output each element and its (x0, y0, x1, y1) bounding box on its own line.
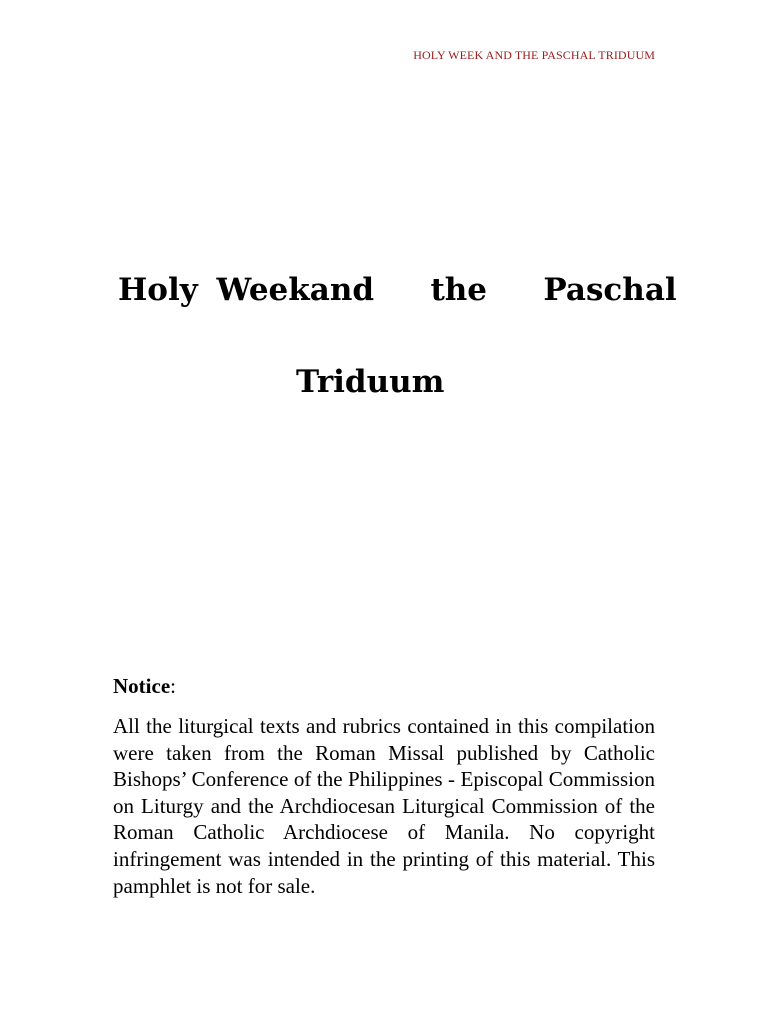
title-line-1: Holy Weekand the Paschal (118, 272, 677, 308)
notice-heading (113, 674, 176, 699)
running-header: HOLY WEEK AND THE PASCHAL TRIDUUM (413, 48, 655, 62)
title-line-2: Triduum (296, 364, 445, 400)
notice-heading-label: Notice (113, 674, 171, 698)
notice-body: All the liturgical texts and rubrics contained in this compilation were taken from the Roman Missal published by Catholic Bishops’ Conference of the Philippines - Episcopal Commission on Liturgy and the Archdiocesan Liturgical Commission of the Roman Catholic Archdiocese of Manila. No copyright infringement was intended in the printing of this material. This pamphlet is not for sale. (113, 714, 655, 898)
notice-heading-colon: : (170, 674, 176, 698)
